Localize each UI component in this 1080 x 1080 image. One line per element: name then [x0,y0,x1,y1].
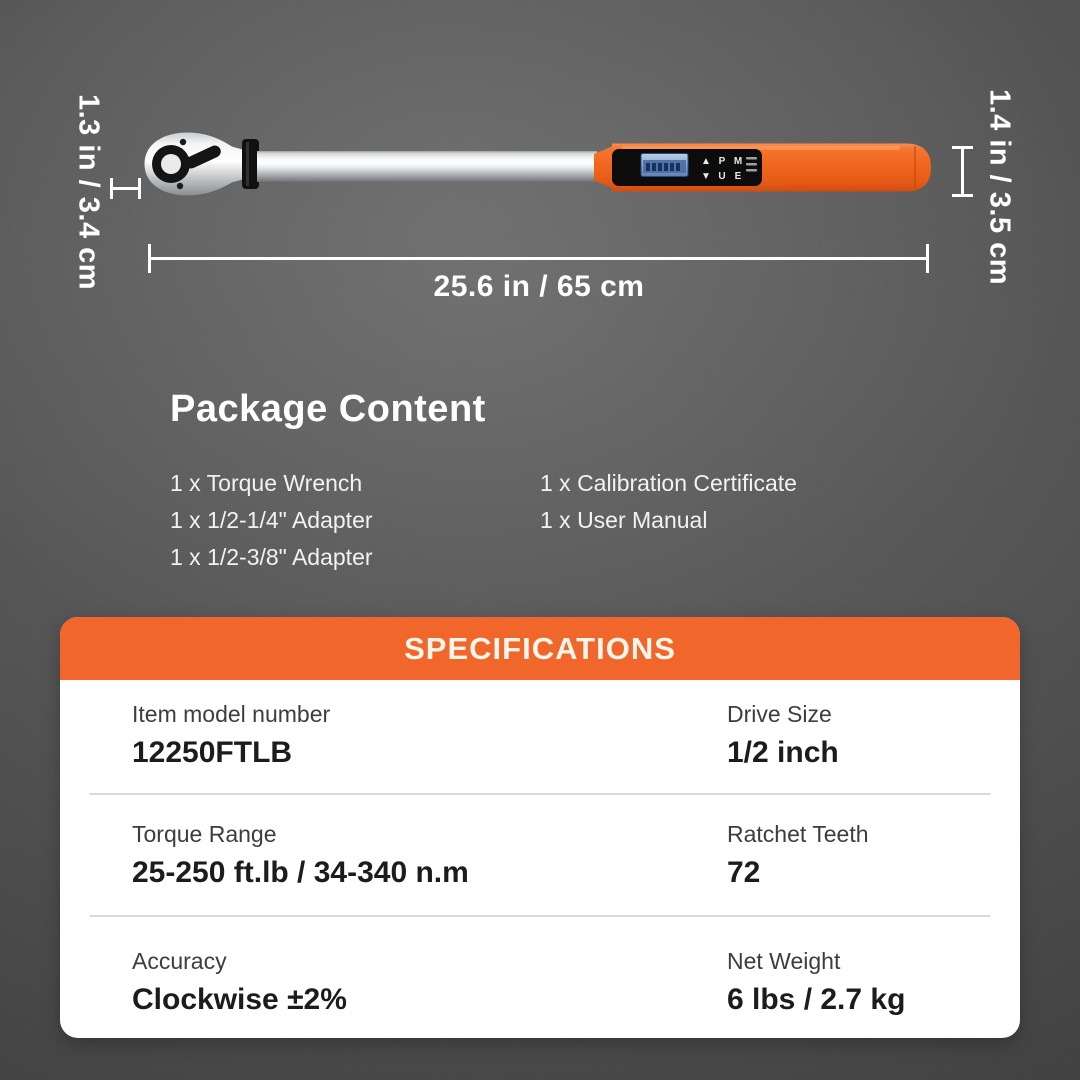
spec-row-model [60,680,1020,793]
wrench-shaft [257,151,597,182]
spec-row-accuracy [60,915,1020,1038]
length-dimension-line [148,244,929,273]
spec-label: Drive Size [727,701,832,727]
row-divider [90,915,990,917]
handle-height-label: 1.4 in / 3.5 cm [983,88,1016,286]
specifications-header: SPECIFICATIONS [60,617,1020,680]
head-collar [242,139,259,189]
collar-highlight [246,142,249,186]
head-height-bracket [110,178,141,199]
spec-cell [132,701,330,770]
spec-row-torque [60,793,1020,915]
row-divider [90,793,990,795]
button-p: P [718,156,726,167]
digital-control-panel [612,149,762,186]
spec-value: 1/2 inch [727,736,839,769]
button-u: U [718,171,726,182]
package-item: 1 x 1/2-3/8" Adapter [170,544,373,570]
specifications-card [60,617,1020,1038]
package-item: 1 x Calibration Certificate [540,470,797,496]
spec-label: Item model number [132,701,331,727]
button-up-icon: ▲ [701,156,711,167]
button-down-icon: ▼ [701,171,711,182]
drive-socket [161,154,181,174]
spec-cell [727,948,905,1017]
button-e: E [734,171,742,182]
package-list-column-1 [170,472,373,583]
handle-height-bracket [952,146,973,197]
spec-cell [727,701,839,770]
spec-value: 72 [727,856,761,889]
speaker-grille [746,157,757,172]
package-item: 1 x 1/2-1/4" Adapter [170,507,373,533]
spec-label: Torque Range [132,821,277,847]
head-screw-top [180,139,186,145]
spec-label: Net Weight [727,948,841,974]
spec-label: Accuracy [132,948,227,974]
spec-cell [727,821,869,890]
package-item: 1 x Torque Wrench [170,470,363,496]
ratchet-head [144,132,250,196]
package-content-title: Package Content [170,388,486,430]
button-m: M [733,156,743,167]
package-list-column-2 [540,472,797,546]
length-label: 25.6 in / 65 cm [433,270,645,303]
spec-value: 12250FTLB [132,736,293,769]
spec-cell [132,821,469,890]
spec-value: Clockwise ±2% [132,983,347,1016]
spec-value: 6 lbs / 2.7 kg [727,983,906,1016]
spec-value: 25-250 ft.lb / 34-340 n.m [132,856,469,889]
spec-cell [132,948,347,1017]
package-item: 1 x User Manual [540,507,708,533]
spec-label: Ratchet Teeth [727,821,869,847]
head-height-label: 1.3 in / 3.4 cm [72,93,105,291]
head-screw-bottom [177,183,183,189]
